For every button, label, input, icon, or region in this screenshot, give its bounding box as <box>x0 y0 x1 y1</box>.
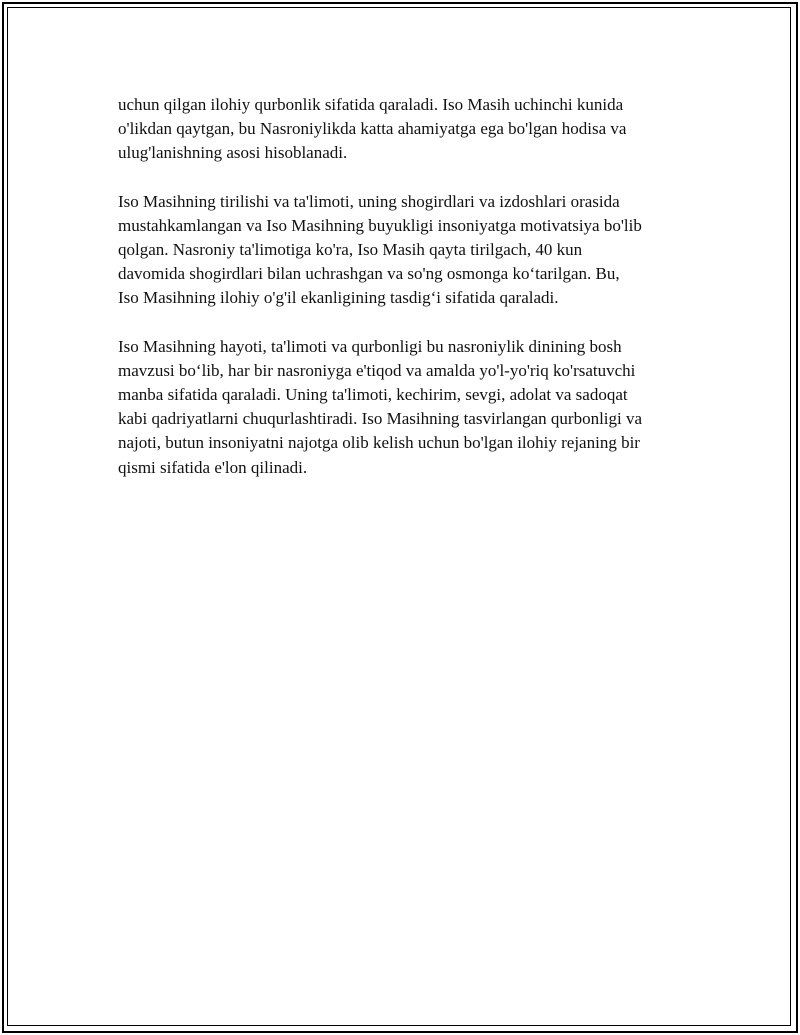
paragraph-1: uchun qilgan ilohiy qurbonlik sifatida qaraladi. Iso Masih uchinchi kunida o'likdan qaytgan, bu Nasroniylikda katta ahamiyatga ega bo'lgan hodisa va ulug'lanishning asosi hisoblanadi. <box>118 95 627 163</box>
paragraph-3: Iso Masihning hayoti, ta'limoti va qurbonligi bu nasroniylik dinining bosh mavzusi bo‘lib, har bir nasroniyga e'tiqod va amalda yo'l-yo'riq ko'rsatuvchi manba sifatida qaraladi. Uning ta'limoti, kechirim, sevgi, adolat va sadoqat kabi qadriyatlarni chuqurlashtiradi. Iso Masihning tasvirlangan qurbonligi va najoti, butun insoniyatni najotga olib kelish uchun bo'lgan ilohiy rejaning bir qismi sifatida e'lon qilinadi. <box>118 336 643 477</box>
paragraph-2: Iso Masihning tirilishi va ta'limoti, uning shogirdlari va izdoshlari orasida mustahkamlangan va Iso Masihning buyukligi insoniyatga motivatsiya bo'lib qolgan. Nasroniy ta'limotiga ko'ra, Iso Masih qayta tirilgach, 40 kun davomida shogirdlari bilan uchrashgan va so'ng osmonga ko‘tarilgan. Bu, Iso Masihning ilohiy o'g'il ekanligining tasdig‘i sifatida qaraladi. <box>118 191 642 308</box>
document-body <box>118 93 708 504</box>
